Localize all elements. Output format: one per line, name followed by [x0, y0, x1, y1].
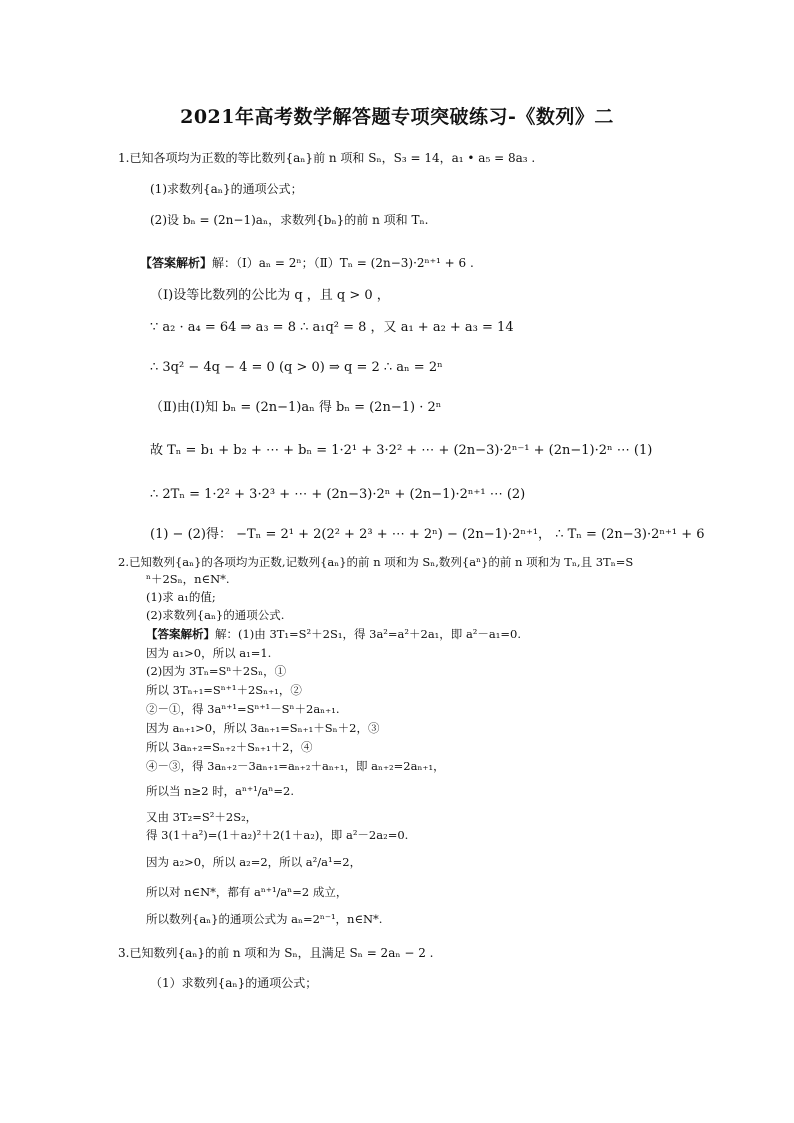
q1-step-1: （Ⅰ)设等比数列的公比为 q ，且 q > 0 ， — [150, 288, 390, 303]
q2-answer-text: 解：(1)由 3T₁=S²＋2S₁，得 3a²=a²＋2a₁，即 a²－a₁=0. — [215, 627, 521, 641]
q2-stem-line2: ⁿ＋2Sₙ，n∈N*. — [146, 572, 230, 586]
q1-step-2: ∵ a₂ · a₄ = 64 ⇒ a₃ = 8 ∴ a₁q² = 8 ，又 a₁ + a₂ + a₃ = 14 — [150, 320, 514, 335]
q3-stem: 3.已知数列{aₙ}的前 n 项和为 Sₙ，且满足 Sₙ = 2aₙ − 2 . — [118, 946, 434, 960]
q1-answer-label: 【答案解析】 — [140, 256, 213, 270]
q2-step-4: ②－①，得 3aⁿ⁺¹=Sⁿ⁺¹－Sⁿ＋2aₙ₊₁. — [146, 702, 340, 716]
q2-step-7: ④－③，得 3aₙ₊₂－3aₙ₊₁=aₙ₊₂＋aₙ₊₁，即 aₙ₊₂=2aₙ₊₁， — [146, 759, 445, 773]
q1-answer-text: 解：（Ⅰ）aₙ = 2ⁿ；（Ⅱ）Tₙ = (2n−3)·2ⁿ⁺¹ + 6 . — [212, 256, 474, 270]
q2-part1: (1)求 a₁的值; — [146, 590, 216, 604]
q1-step-3: ∴ 3q² − 4q − 4 = 0 (q > 0) ⇒ q = 2 ∴ aₙ = 2ⁿ — [150, 360, 443, 375]
q2-step-1: 因为 a₁>0，所以 a₁=1. — [146, 646, 272, 660]
q1-part2: (2)设 bₙ = (2n−1)aₙ，求数列{bₙ}的前 n 项和 Tₙ. — [150, 213, 429, 227]
q2-step-3: 所以 3Tₙ₊₁=Sⁿ⁺¹＋2Sₙ₊₁，② — [146, 683, 302, 697]
q2-part2: (2)求数列{aₙ}的通项公式. — [146, 608, 285, 622]
q1-part1: (1)求数列{aₙ}的通项公式； — [150, 182, 303, 196]
q2-answer-label: 【答案解析】 — [146, 627, 215, 641]
q2-answer — [146, 627, 521, 642]
q2-step-13: 所以数列{aₙ}的通项公式为 aₙ=2ⁿ⁻¹，n∈N*. — [146, 912, 383, 926]
q2-step-8: 所以当 n≥2 时，aⁿ⁺¹/aⁿ=2. — [146, 784, 294, 798]
q2-stem-line1: 2.已知数列{aₙ}的各项均为正数,记数列{aₙ}的前 n 项和为 Sₙ,数列{aⁿ}的前 n 项和为 Tₙ,且 3Tₙ=S — [118, 555, 634, 569]
q1-stem: 1.已知各项均为正数的等比数列{aₙ}前 n 项和 Sₙ，S₃ = 14，a₁ • a₅ = 8a₃ . — [118, 151, 536, 165]
q2-step-11: 因为 a₂>0，所以 a₂=2，所以 a²/a¹=2， — [146, 855, 362, 869]
q1-step-5: 故 Tₙ = b₁ + b₂ + ⋯ + bₙ = 1·2¹ + 3·2² + ⋯ + (2n−3)·2ⁿ⁻¹ + (2n−1)·2ⁿ ⋯ (1) — [150, 443, 653, 458]
q1-step-4: （Ⅱ)由(Ⅰ)知 bₙ = (2n−1)aₙ 得 bₙ = (2n−1) · 2ⁿ — [150, 400, 442, 415]
q2-step-10: 得 3(1＋a²)=(1＋a₂)²＋2(1＋a₂)，即 a²－2a₂=0. — [146, 828, 409, 842]
q2-step-2: (2)因为 3Tₙ=Sⁿ＋2Sₙ，① — [146, 664, 287, 678]
q2-step-5: 因为 aₙ₊₁>0，所以 3aₙ₊₁=Sₙ₊₁＋Sₙ＋2，③ — [146, 721, 380, 735]
q3-part1: （1）求数列{aₙ}的通项公式； — [150, 976, 318, 990]
q2-step-6: 所以 3aₙ₊₂=Sₙ₊₂＋Sₙ₊₁＋2，④ — [146, 740, 313, 754]
q2-step-9: 又由 3T₂=S²＋2S₂， — [146, 810, 258, 824]
q2-step-12: 所以对 n∈N*，都有 aⁿ⁺¹/aⁿ=2 成立， — [146, 885, 348, 899]
document-title: 2021年高考数学解答题专项突破练习-《数列》二 — [180, 106, 614, 128]
q1-step-6: ∴ 2Tₙ = 1·2² + 3·2³ + ⋯ + (2n−3)·2ⁿ + (2n−1)·2ⁿ⁺¹ ⋯ (2) — [150, 487, 526, 502]
q1-step-7: (1) − (2)得： −Tₙ = 2¹ + 2(2² + 2³ + ⋯ + 2ⁿ) − (2n−1)·2ⁿ⁺¹， ∴ Tₙ = (2n−3)·2ⁿ⁺¹ + 6 — [150, 527, 705, 542]
q1-answer — [140, 255, 474, 271]
